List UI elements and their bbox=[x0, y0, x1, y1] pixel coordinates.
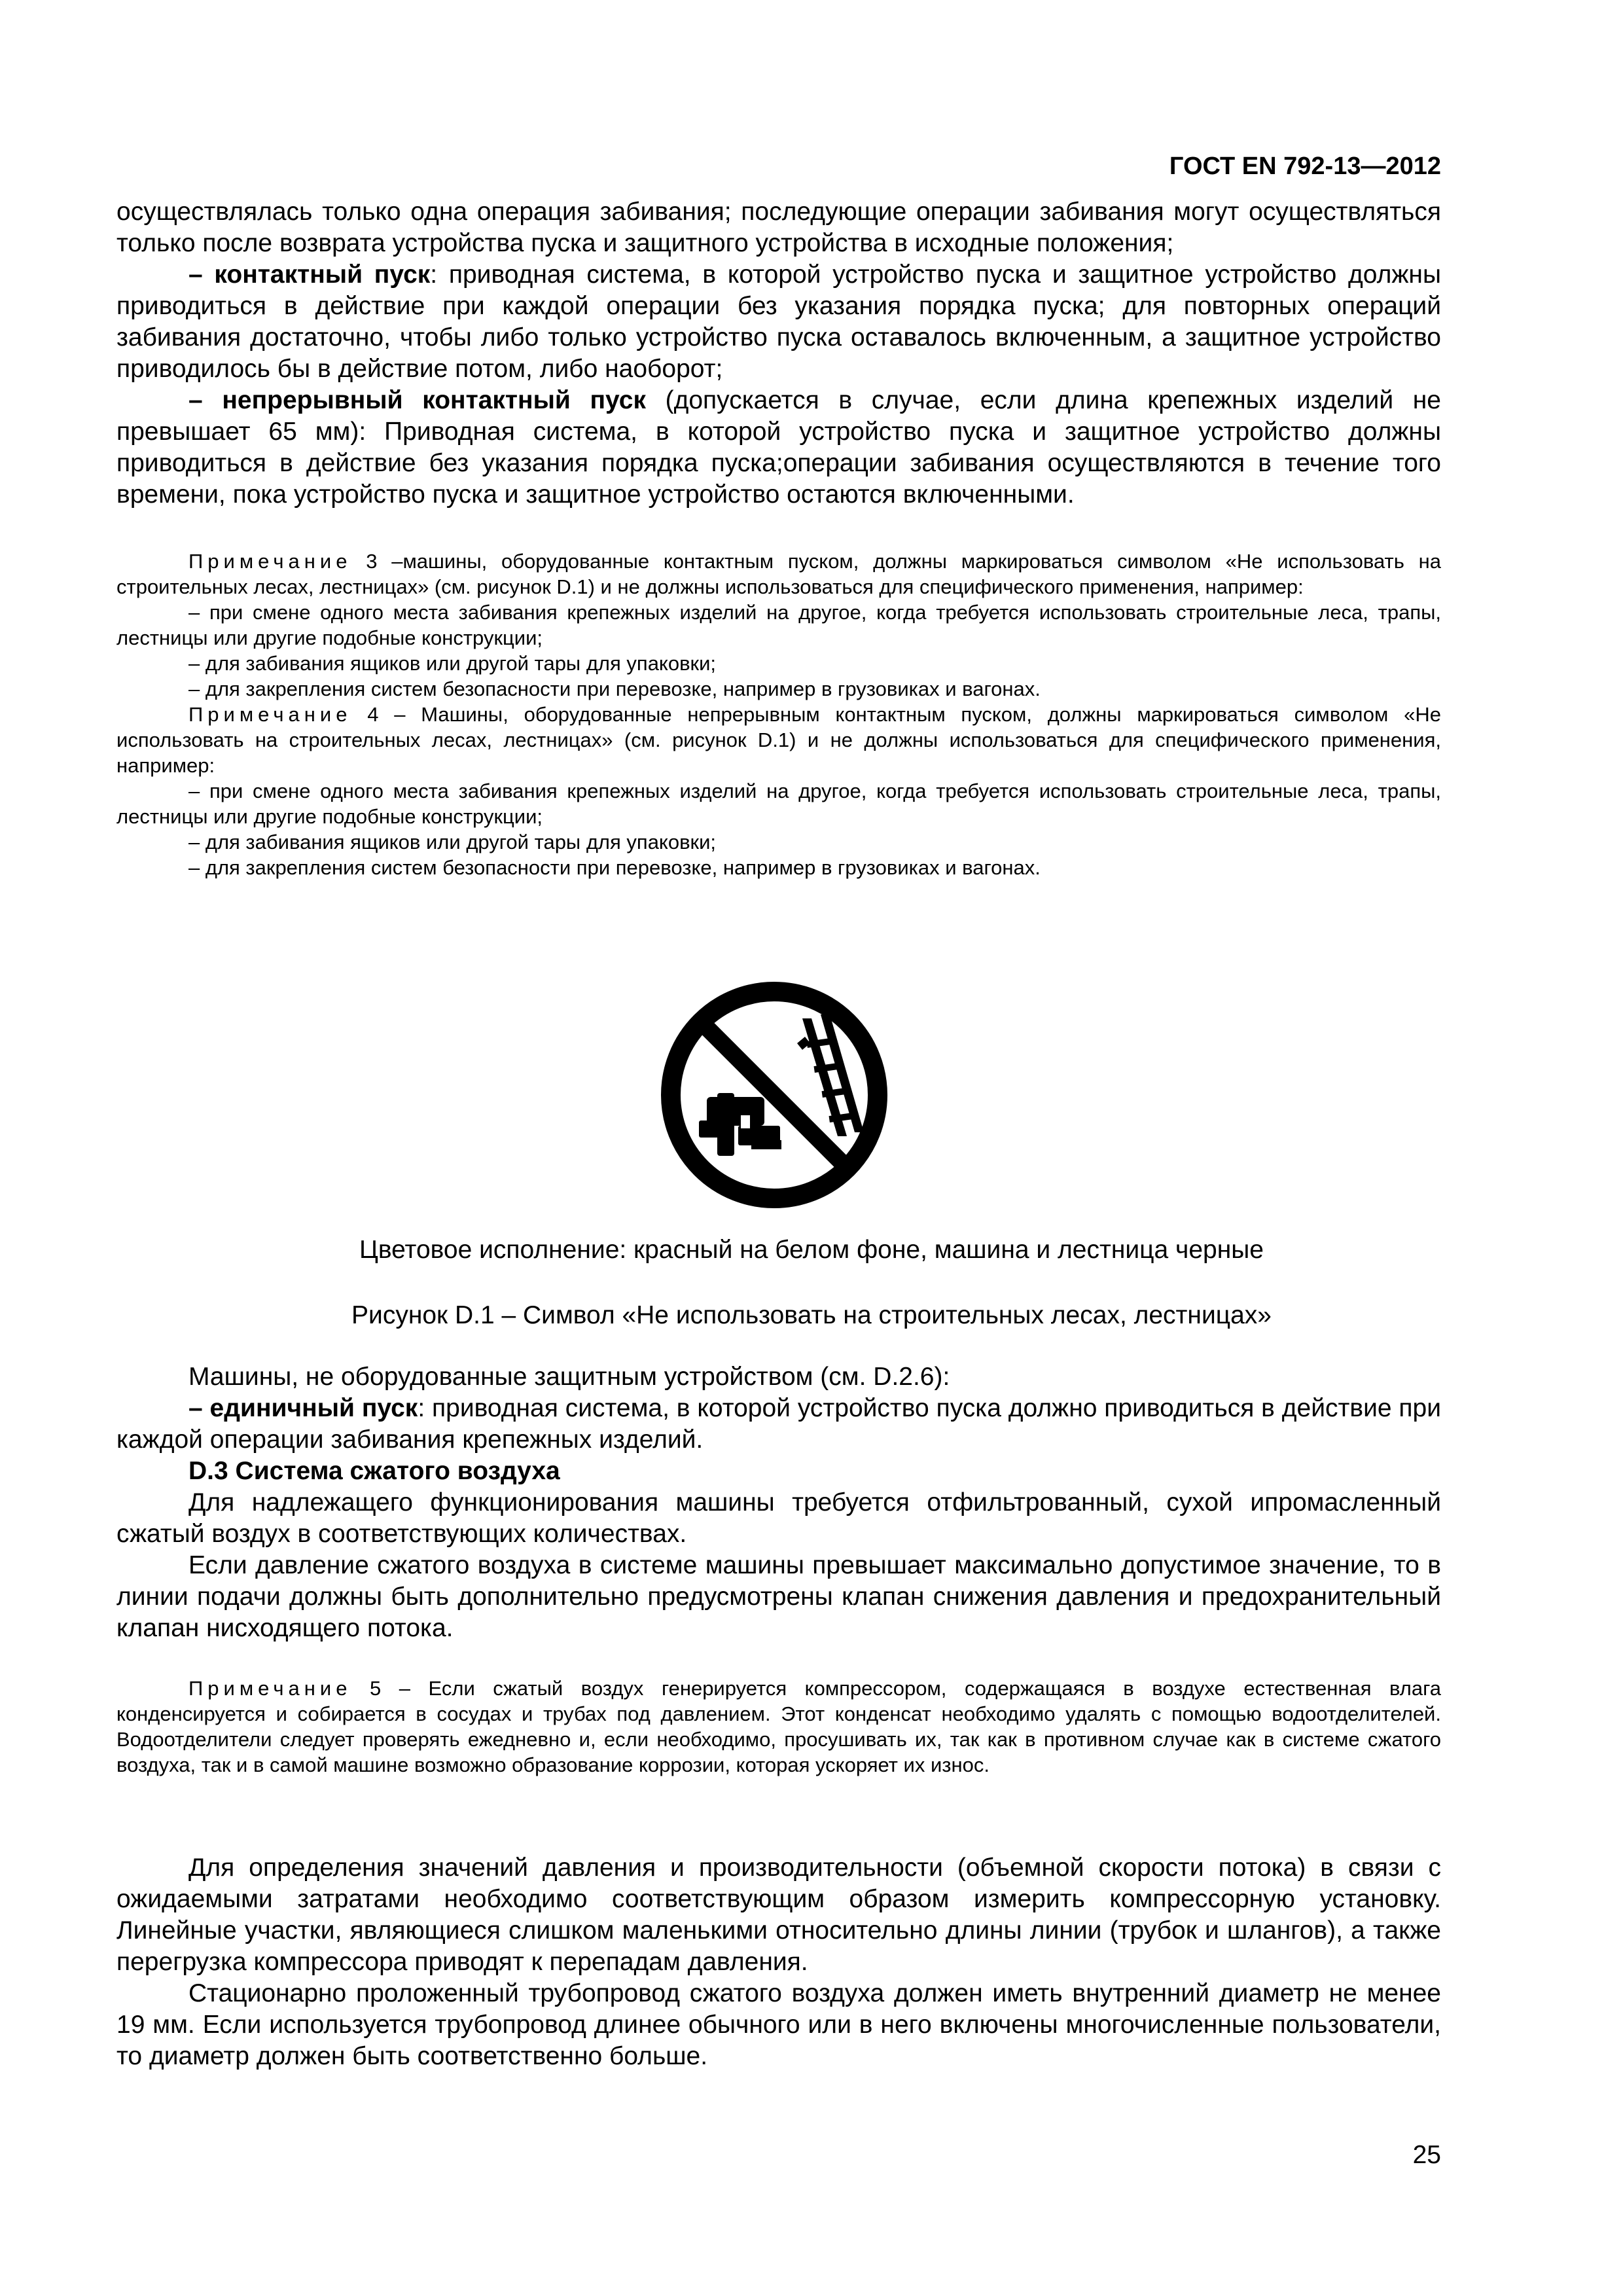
section-heading bbox=[116, 1456, 1441, 1487]
note-3-item: – для закрепления систем безопасности при перевозке, например в грузовиках и вагонах. bbox=[188, 677, 1041, 700]
note-4 bbox=[116, 702, 1441, 778]
definition-text: : приводная система, в которой устройство пуска и защитное устройство должны приводиться в действие при каждой операции без указания порядка пуска; для повторных операций забивания достаточно, чтобы либо только устройство пуска оставалось включенным, а защитное устройство приводилось бы в действие потом, либо наоборот; bbox=[116, 260, 1441, 383]
term-continuous-contact-trigger: – непрерывный контактный пуск bbox=[188, 386, 646, 414]
note-4-item: – для закрепления систем безопасности при перевозке, например в грузовиках и вагонах. bbox=[188, 856, 1041, 879]
no-ladder-nailer-prohibition-icon bbox=[660, 980, 889, 1210]
page-number: 25 bbox=[1412, 2141, 1441, 2169]
paragraph: Машины, не оборудованные защитным устройством (см. D.2.6): bbox=[188, 1363, 950, 1391]
note-4-item: – при смене одного места забивания крепежных изделий на другое, когда требуется использовать строительные леса, трапы, лестницы или другие подобные конструкции; bbox=[116, 780, 1441, 828]
term-single-trigger: – единичный пуск bbox=[188, 1394, 418, 1422]
note-label: Примечание bbox=[188, 703, 352, 726]
paragraph: Для надлежащего функционирования машины требуется отфильтрованный, сухой ипромасленный сжатый воздух в соответствующих количествах. bbox=[116, 1488, 1441, 1548]
section-heading-text: D.3 Система сжатого воздуха bbox=[188, 1457, 560, 1485]
definition-continuous-contact-trigger bbox=[116, 385, 1441, 511]
paragraph: Если давление сжатого воздуха в системе машины превышает максимально допустимое значение, то в линии подачи должны быть дополнительно предусмотрены клапан снижения давления и предохранительный клапан нисходящего потока. bbox=[116, 1551, 1441, 1642]
note-3 bbox=[116, 548, 1441, 600]
bottom-text-block bbox=[116, 1852, 1441, 2072]
note-3-item: – при смене одного места забивания крепежных изделий на другое, когда требуется использовать строительные леса, трапы, лестницы или другие подобные конструкции; bbox=[116, 601, 1441, 649]
note-text: 3 –машины, оборудованные контактным пуском, должны маркироваться символом «Не использовать на строительных лесах, лестницах» (см. рисунок D.1) и не должны использоваться для специфического применения, например: bbox=[116, 550, 1441, 598]
note-text: 4 – Машины, оборудованные непрерывным контактным пуском, должны маркироваться символом «Не использовать на строительных лесах, лестницах» (см. рисунок D.1) и не должны использоваться для специфического применения, например: bbox=[116, 703, 1441, 777]
note-label: Примечание bbox=[188, 550, 352, 573]
figure-color-caption: Цветовое исполнение: красный на белом фоне, машина и лестница черные bbox=[359, 1236, 1264, 1264]
figure-caption: Рисунок D.1 – Символ «Не использовать на строительных лесах, лестницах» bbox=[351, 1301, 1272, 1329]
note-3-item: – для забивания ящиков или другой тары для упаковки; bbox=[188, 652, 717, 675]
note-text: 5 – Если сжатый воздух генерируется компрессором, содержащаяся в воздухе естественная влага конденсируется и собирается в сосудах и трубах под давлением. Этот конденсат необходимо удалять с помощью водоотделителей. Водоотделители следует проверять ежедневно и, если необходимо, просушивать их, так как в противном случае как в системе сжатого воздуха, так и в самой машине возможно образование коррозии, которая ускоряет их износ. bbox=[116, 1677, 1441, 1776]
notes-block-1 bbox=[116, 548, 1441, 880]
definition-text: : приводная система, в которой устройство пуска должно приводиться в действие при каждой операции забивания крепежных изделий. bbox=[116, 1394, 1441, 1454]
paragraph: Для определения значений давления и производительности (объемной скорости потока) в связи с ожидаемыми затратами необходимо соответствующим образом измерить компрессорную установку. Линейные участки, являющиеся слишком маленькими относительно длины линии (трубок и шлангов), а также перегрузка компрессора приводят к перепадам давления. bbox=[116, 1854, 1441, 1976]
note-label: Примечание bbox=[188, 1677, 352, 1700]
term-contact-trigger: – контактный пуск bbox=[188, 260, 431, 289]
document-header: ГОСТ EN 792-13—2012 bbox=[1169, 152, 1441, 180]
paragraph-continuation: осуществлялась только одна операция забивания; последующие операции забивания могут осуществляться только после возврата устройства пуска и защитного устройства в исходные положения; bbox=[116, 198, 1441, 257]
notes-block-2 bbox=[116, 1676, 1441, 1778]
note-4-item: – для забивания ящиков или другой тары для упаковки; bbox=[188, 831, 717, 853]
definition-text: (допускается в случае, если длина крепежных изделий не превышает 65 мм): Приводная система, в которой устройство пуска и защитное устройство должны приводиться в действие без указания порядка пуска;операции забивания осуществляются в течение того времени, пока устройство пуска и защитное устройство остаются включенными. bbox=[116, 386, 1441, 509]
definition-single-trigger bbox=[116, 1393, 1441, 1456]
definition-contact-trigger bbox=[116, 259, 1441, 385]
paragraph: Стационарно проложенный трубопровод сжатого воздуха должен иметь внутренний диаметр не менее 19 мм. Если используется трубопровод длинее обычного или в него включены многочисленные пользователи, то диаметр должен быть соответственно больше. bbox=[116, 1979, 1441, 2070]
note-5 bbox=[116, 1676, 1441, 1778]
middle-text-block bbox=[116, 1361, 1441, 1644]
top-text-block bbox=[116, 196, 1441, 511]
